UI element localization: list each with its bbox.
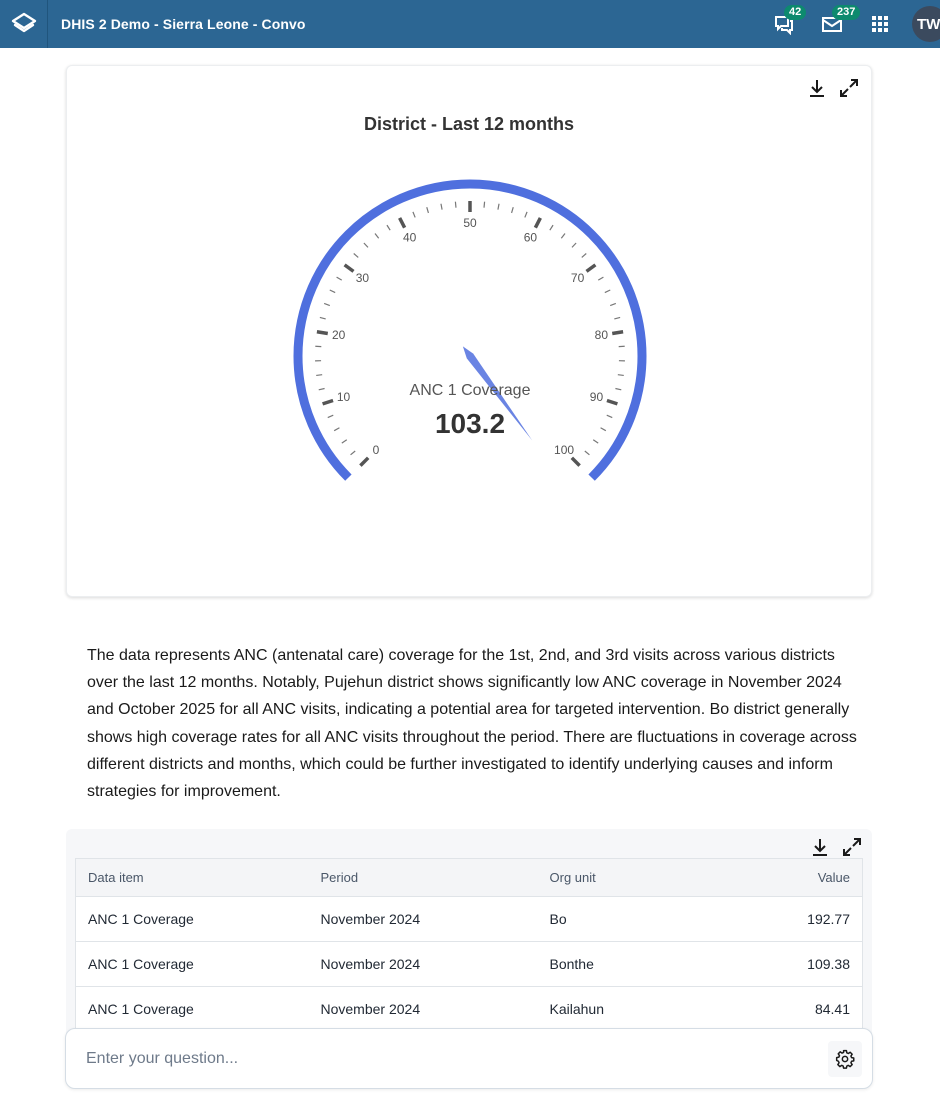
column-header-value[interactable]: Value [738, 859, 863, 897]
apps-menu-button[interactable] [856, 0, 904, 48]
app-title: DHIS 2 Demo - Sierra Leone - Convo [61, 16, 306, 32]
table-row [76, 897, 863, 942]
cell-org-unit: Bonthe [538, 942, 738, 987]
svg-text:50: 50 [463, 216, 477, 230]
gauge-value: 103.2 [434, 408, 506, 439]
cell-period: November 2024 [309, 987, 538, 1032]
svg-text:60: 60 [523, 230, 538, 245]
svg-text:40: 40 [402, 230, 417, 245]
settings-button[interactable] [828, 1041, 862, 1077]
table-row [76, 942, 863, 987]
download-icon [811, 837, 829, 857]
cell-period: November 2024 [309, 942, 538, 987]
table-row [76, 987, 863, 1032]
svg-text:100: 100 [554, 443, 575, 458]
messages-count-badge: 237 [832, 5, 860, 20]
interpretations-count-badge: 42 [784, 5, 806, 20]
svg-text:30: 30 [355, 270, 370, 285]
header-bar [0, 0, 940, 48]
column-header-period[interactable]: Period [309, 859, 538, 897]
cell-value: 192.77 [738, 897, 863, 942]
messages-button[interactable] [808, 0, 856, 48]
gauge-chart-card [66, 65, 872, 597]
svg-text:90: 90 [589, 390, 604, 405]
svg-text:20: 20 [331, 328, 346, 343]
data-table-card [66, 829, 872, 1049]
cell-org-unit: Kailahun [538, 987, 738, 1032]
chart-title: District - Last 12 months [363, 114, 575, 134]
gauge-series-label: ANC 1 Coverage [409, 382, 531, 399]
cell-org-unit: Bo [538, 897, 738, 942]
dhis2-logo-icon [10, 12, 38, 36]
expand-icon [842, 837, 862, 857]
apps-grid-icon [871, 15, 889, 33]
logo-button[interactable] [0, 0, 48, 48]
svg-text:10: 10 [336, 390, 351, 405]
column-header-org-unit[interactable]: Org unit [538, 859, 738, 897]
fullscreen-table-button[interactable] [840, 835, 864, 859]
table-header-row [76, 859, 863, 897]
cell-data-item: ANC 1 Coverage [76, 897, 309, 942]
svg-text:80: 80 [594, 328, 609, 343]
interpretations-button[interactable] [760, 0, 808, 48]
cell-data-item: ANC 1 Coverage [76, 942, 309, 987]
svg-text:70: 70 [570, 270, 585, 285]
gear-icon [835, 1049, 855, 1069]
question-input[interactable] [66, 1050, 828, 1068]
download-table-button[interactable] [808, 835, 832, 859]
svg-text:0: 0 [372, 443, 380, 458]
cell-value: 109.38 [738, 942, 863, 987]
ai-summary-text: The data represents ANC (antenatal care) coverage for the 1st, 2nd, and 3rd visits across various districts over the last 12 months. Notably, Pujehun district shows significantly low ANC coverage in November 2024 and October 2025 for all ANC visits, indicating a potential area for targeted intervention. Bo district generally shows high coverage rates for all ANC visits throughout the period. There are fluctuations in coverage across different districts and months, which could be further investigated to identify underlying causes and inform strategies for improvement. [87, 647, 857, 801]
gauge-chart [67, 66, 873, 598]
cell-value: 84.41 [738, 987, 863, 1032]
cell-period: November 2024 [309, 897, 538, 942]
question-composer [65, 1028, 873, 1089]
cell-data-item: ANC 1 Coverage [76, 987, 309, 1032]
data-table [75, 858, 863, 1032]
user-avatar[interactable]: TW [912, 6, 940, 42]
column-header-data-item[interactable]: Data item [76, 859, 309, 897]
